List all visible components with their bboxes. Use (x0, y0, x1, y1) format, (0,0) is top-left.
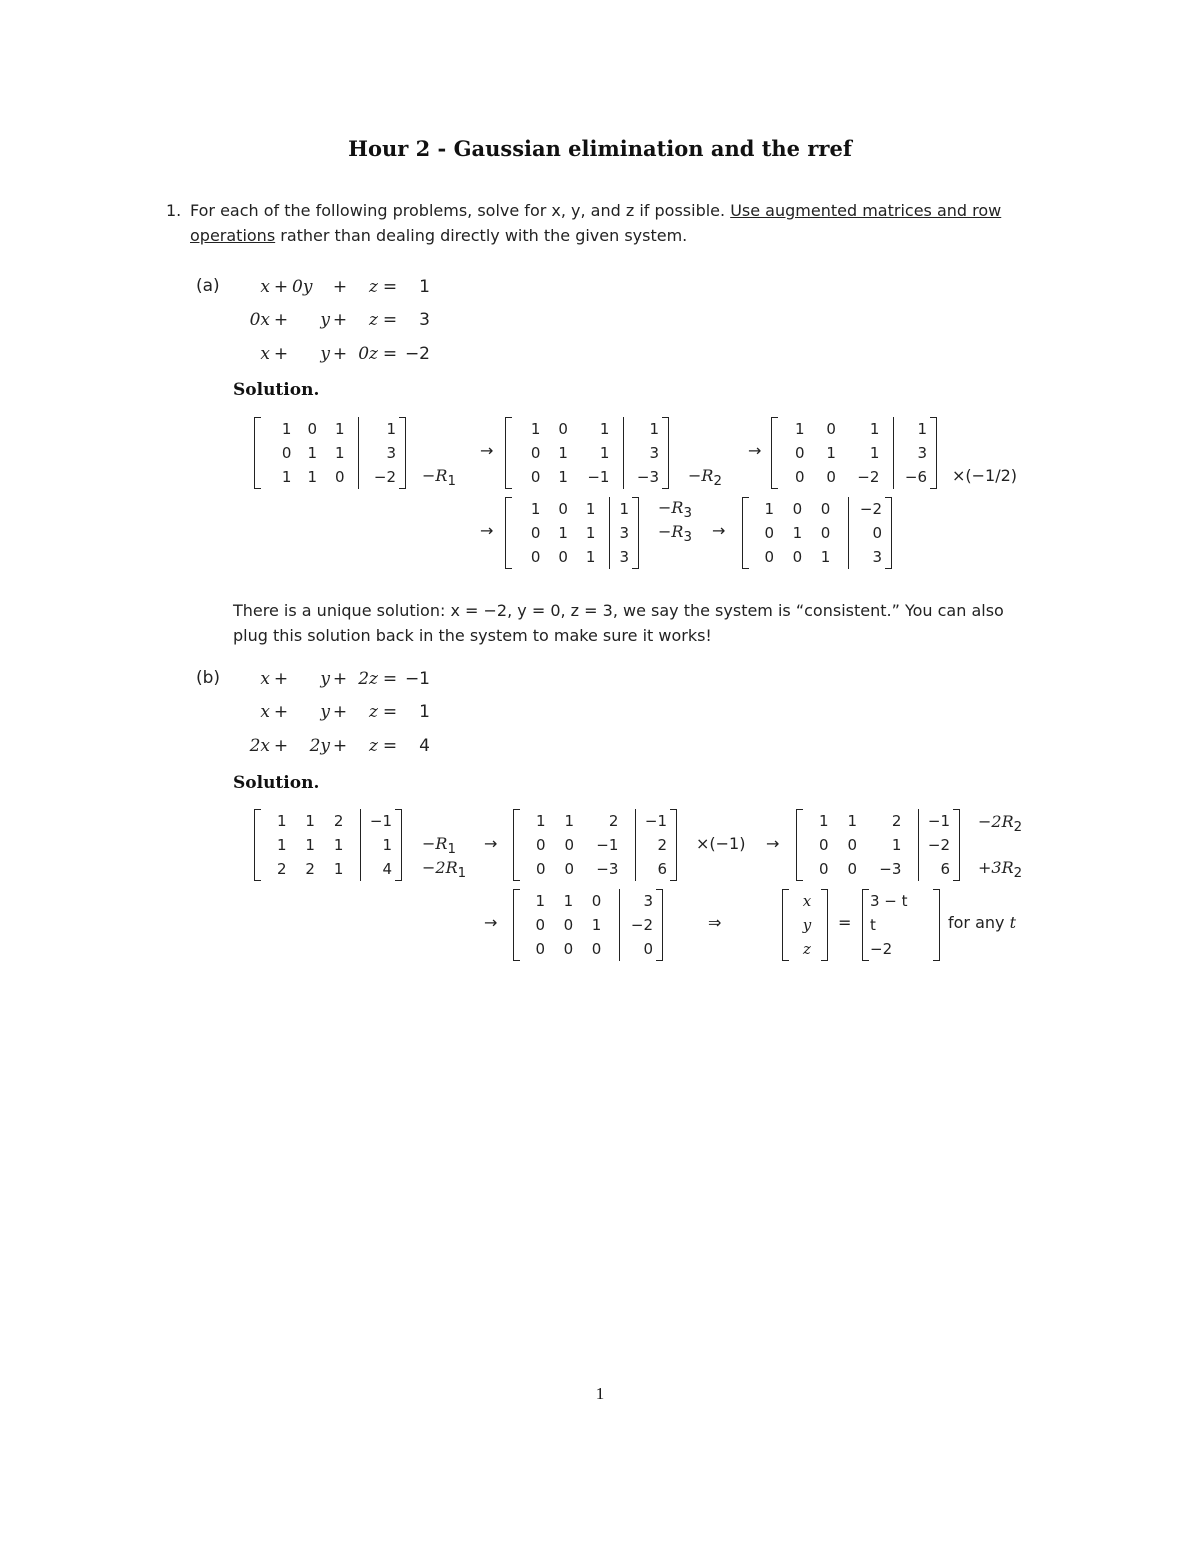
equation-row: x + y + 2z = −1 (260, 668, 430, 689)
matrix-entry: 0 (764, 548, 775, 566)
op-minus-r3-row2: $-R_3$ (658, 522, 692, 546)
matrix-a4 (505, 497, 639, 569)
matrix-entry: 1 (563, 892, 574, 910)
matrix-entry: 1 (869, 444, 880, 462)
matrix-entry: 0 (591, 940, 602, 958)
matrix-entry: 1 (558, 444, 568, 462)
equals-sign: = (838, 913, 852, 932)
matrix-row (509, 497, 639, 521)
page-title: Hour 2 - Gaussian elimination and the rref (348, 136, 852, 161)
matrix-entry: 0 (558, 420, 568, 438)
matrix-entry: 0 (792, 500, 803, 518)
matrix-row (800, 809, 960, 833)
op-b-plus-3r2: $+3R_2$ (978, 858, 1023, 882)
matrix-b4-rref (513, 889, 663, 961)
matrix-entry: 1 (826, 444, 836, 462)
matrix-entry: 1 (764, 500, 775, 518)
op-b-minus-2r2: $-2R_2$ (978, 812, 1023, 836)
matrix-row (517, 889, 663, 913)
matrix-entry: 1 (530, 500, 541, 518)
matrix-entry: 1 (891, 836, 902, 854)
matrix-entry: 1 (386, 420, 396, 438)
matrix-entry: 0 (558, 548, 568, 566)
matrix-entry: 0 (536, 860, 546, 878)
matrix-entry: 1 (917, 420, 927, 438)
matrix-entry: 1 (276, 836, 287, 854)
matrix-entry: 0 (530, 444, 541, 462)
page-number: 1 (595, 1384, 605, 1403)
matrix-entry: −1 (596, 836, 619, 854)
matrix-row (509, 521, 639, 545)
matrix-row (517, 937, 663, 961)
matrix-entry: 0 (535, 940, 546, 958)
part-a-solution-label: Solution. (233, 380, 320, 400)
left-bracket (862, 889, 869, 961)
matrix-entry: 1 (847, 812, 858, 830)
matrix-entry: 2 (891, 812, 902, 830)
matrix-entry: 1 (334, 444, 345, 462)
matrix-row (517, 809, 677, 833)
matrix-entry: 0 (847, 836, 858, 854)
matrix-entry: 6 (657, 860, 667, 878)
matrix-entry: 1 (333, 836, 344, 854)
arrow-b1: → (484, 834, 498, 853)
matrix-row (517, 857, 677, 881)
op-minus-r1: $-R_1$ (422, 466, 456, 490)
matrix-row (517, 833, 677, 857)
matrix-entry: 1 (558, 468, 568, 486)
vector-entry: z (803, 940, 811, 958)
matrix-entry: 0 (826, 420, 836, 438)
matrix-a3 (771, 417, 937, 489)
matrix-entry: −3 (879, 860, 902, 878)
arrow-a4: → (712, 521, 726, 540)
matrix-entry: 2 (608, 812, 619, 830)
matrix-entry: 3 (917, 444, 927, 462)
matrix-b1 (254, 809, 402, 881)
augment-separator (623, 417, 624, 489)
matrix-row (258, 833, 402, 857)
vector-entry: y (802, 916, 812, 934)
matrix-entry: −6 (904, 468, 927, 486)
matrix-entry: 1 (530, 420, 541, 438)
part-a-conclusion-line2: plug this solution back in the system to make sure it works! (233, 626, 712, 645)
matrix-entry: 0 (564, 836, 575, 854)
matrix-entry: 3 (872, 548, 882, 566)
matrix-entry: −1 (927, 812, 950, 830)
part-a-conclusion-line1: There is a unique solution: x = −2, y = 0, z = 3, we say the system is “consistent.” You can also (233, 601, 1004, 620)
augment-separator (893, 417, 894, 489)
matrix-entry: 0 (536, 836, 546, 854)
matrix-entry: 2 (305, 860, 315, 878)
augment-separator (360, 809, 361, 881)
matrix-entry: 0 (794, 468, 805, 486)
matrix-b2 (513, 809, 677, 881)
augment-separator (918, 809, 919, 881)
matrix-row (517, 913, 663, 937)
vector-entry: −2 (870, 940, 893, 958)
equation-row: x + y + z = 1 (260, 702, 430, 723)
arrow-a2: → (748, 441, 762, 460)
matrix-b3 (796, 809, 960, 881)
matrix-row (746, 545, 892, 569)
matrix-entry: 4 (382, 860, 392, 878)
matrix-entry: 1 (558, 524, 568, 542)
matrix-entry: 1 (585, 500, 596, 518)
matrix-entry: −1 (369, 812, 392, 830)
op-minus-r2: $-R_2$ (688, 466, 722, 490)
equation-row: x + y + 0z = −2 (260, 343, 430, 364)
matrix-row (775, 441, 937, 465)
matrix-entry: −2 (373, 468, 396, 486)
left-bracket (782, 889, 789, 961)
matrix-entry: 3 (619, 524, 629, 542)
matrix-entry: 1 (585, 524, 596, 542)
matrix-entry: 0 (563, 916, 574, 934)
equation-row: 0x + y + z = 3 (249, 310, 430, 331)
augment-separator (619, 889, 620, 961)
matrix-entry: 1 (564, 812, 575, 830)
matrix-entry: 1 (591, 916, 602, 934)
matrix-entry: 0 (535, 916, 546, 934)
op-b-minus-r1: $-R_1$ (422, 834, 456, 858)
arrow-b2: → (766, 834, 780, 853)
matrix-row (509, 545, 639, 569)
matrix-row (258, 465, 406, 489)
arrow-a1: → (480, 441, 494, 460)
matrix-row (509, 441, 669, 465)
matrix-entry: 0 (820, 524, 831, 542)
matrix-entry: 3 (619, 548, 629, 566)
op-scale-half: ×(−1/2) (952, 466, 1018, 485)
matrix-entry: 6 (940, 860, 950, 878)
op-minus-r3-row1: $-R_3$ (658, 498, 692, 522)
matrix-entry: −3 (636, 468, 659, 486)
matrix-entry: 1 (281, 468, 292, 486)
matrix-entry: 3 (643, 892, 653, 910)
matrix-entry: 0 (826, 468, 836, 486)
part-a-system (240, 270, 430, 371)
augment-separator (609, 497, 610, 569)
matrix-entry: 0 (563, 940, 574, 958)
matrix-row (509, 465, 669, 489)
augment-separator (848, 497, 849, 569)
matrix-entry: 3 (649, 444, 659, 462)
matrix-entry: 0 (530, 468, 541, 486)
intro-underlined-1: Use augmented matrices and row (730, 201, 1002, 220)
matrix-entry: 0 (794, 444, 805, 462)
matrix-entry: 0 (643, 940, 653, 958)
equation-row: 2x + 2y + z = 4 (249, 735, 430, 756)
matrix-row (775, 417, 937, 441)
matrix-entry: 1 (619, 500, 629, 518)
matrix-a2 (505, 417, 669, 489)
matrix-row (746, 521, 892, 545)
problem-intro-line2 (190, 226, 687, 245)
matrix-row (258, 809, 402, 833)
matrix-entry: 1 (820, 548, 831, 566)
matrix-entry: 1 (649, 420, 659, 438)
matrix-entry: −2 (857, 468, 880, 486)
matrix-entry: 1 (276, 812, 287, 830)
matrix-entry: 1 (794, 420, 805, 438)
matrix-row (258, 441, 406, 465)
augment-separator (358, 417, 359, 489)
matrix-row (775, 465, 937, 489)
arrow-a3: → (480, 521, 494, 540)
matrix-entry: 0 (819, 860, 829, 878)
matrix-row (800, 833, 960, 857)
op-b-minus-2r1: $-2R_1$ (422, 858, 467, 882)
vector-entry: x (802, 892, 812, 910)
arrow-b3: → (484, 913, 498, 932)
matrix-entry: 1 (333, 860, 344, 878)
part-b-label: (b) (196, 668, 221, 688)
problem-intro-line1 (190, 201, 1001, 220)
implies-arrow: ⇒ (708, 913, 722, 932)
matrix-entry: 0 (530, 524, 541, 542)
matrix-entry: 0 (872, 524, 882, 542)
op-b-scale-neg1: ×(−1) (696, 834, 746, 853)
matrix-entry: 0 (307, 420, 317, 438)
matrix-entry: 1 (305, 836, 315, 854)
vector-xyz (782, 889, 828, 961)
matrix-entry: 1 (382, 836, 392, 854)
matrix-entry: 1 (334, 420, 345, 438)
for-any-t: for any t (948, 913, 1017, 932)
matrix-entry: 1 (307, 444, 317, 462)
matrix-entry: 2 (657, 836, 667, 854)
matrix-entry: 1 (535, 892, 546, 910)
problem-number: 1. (166, 201, 182, 220)
matrix-entry: 0 (819, 836, 829, 854)
matrix-entry: −2 (630, 916, 653, 934)
matrix-entry: −3 (596, 860, 619, 878)
matrix-entry: 1 (792, 524, 803, 542)
matrix-entry: 1 (819, 812, 829, 830)
matrix-entry: 0 (847, 860, 858, 878)
augment-separator (635, 809, 636, 881)
matrix-entry: 2 (333, 812, 344, 830)
matrix-entry: 3 (386, 444, 396, 462)
matrix-entry: 0 (564, 860, 575, 878)
part-b-system (240, 662, 430, 763)
matrix-row (746, 497, 892, 521)
intro-plain: For each of the following problems, solve for x, y, and z if possible. (190, 201, 726, 220)
matrix-entry: −2 (927, 836, 950, 854)
vector-solution (862, 889, 940, 961)
intro-rest: rather than dealing directly with the given system. (280, 226, 688, 245)
matrix-row (258, 417, 406, 441)
matrix-row (509, 417, 669, 441)
matrix-entry: 2 (276, 860, 287, 878)
matrix-entry: 0 (558, 500, 568, 518)
matrix-entry: 1 (305, 812, 315, 830)
matrix-entry: 0 (792, 548, 803, 566)
matrix-entry: 0 (281, 444, 292, 462)
matrix-entry: 1 (307, 468, 317, 486)
intro-underlined-2: operations (190, 226, 276, 245)
matrix-entry: −2 (859, 500, 882, 518)
matrix-a1 (254, 417, 406, 489)
matrix-entry: 1 (536, 812, 546, 830)
matrix-entry: 1 (599, 420, 610, 438)
matrix-entry: 1 (585, 548, 596, 566)
matrix-entry: 0 (764, 524, 775, 542)
matrix-entry: 1 (599, 444, 610, 462)
matrix-entry: −1 (644, 812, 667, 830)
matrix-entry: 1 (869, 420, 880, 438)
vector-entry: 3 − t (870, 892, 908, 910)
matrix-entry: 0 (591, 892, 602, 910)
matrix-entry: 1 (281, 420, 292, 438)
matrix-entry: −1 (587, 468, 610, 486)
vector-entry: t (870, 916, 876, 934)
matrix-entry: 0 (530, 548, 541, 566)
part-b-solution-label: Solution. (233, 773, 320, 793)
matrix-entry: 0 (820, 500, 831, 518)
part-a-label: (a) (196, 276, 220, 296)
matrix-entry: 0 (334, 468, 345, 486)
matrix-a5-rref (742, 497, 892, 569)
matrix-row (800, 857, 960, 881)
equation-row: x + 0y + z = 1 (260, 276, 430, 297)
matrix-row (258, 857, 402, 881)
